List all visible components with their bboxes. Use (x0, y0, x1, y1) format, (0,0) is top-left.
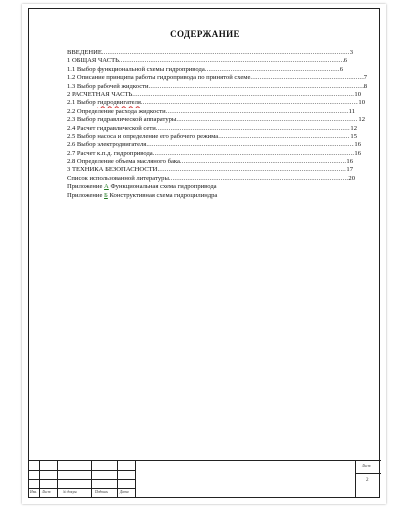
toc-entry-label: 2.2 Определение расхода жидкости (67, 107, 166, 115)
toc-entry-page: 16 (346, 158, 353, 166)
toc-entry-2-7 (67, 150, 361, 158)
toc-entry-section-1 (67, 57, 347, 65)
stamp-divider (355, 461, 356, 497)
toc-entry-label-prefix: 2.1 Выбор (67, 99, 98, 107)
toc-leader-dots (141, 99, 358, 107)
toc-entry-label (67, 99, 141, 107)
toc-leader-dots (180, 158, 347, 166)
toc-entry-page: 20 (348, 174, 355, 182)
toc-entry-page: 10 (358, 99, 365, 107)
toc-entry-2-4 (67, 125, 357, 133)
toc-entry-label: 2.8 Определение объема масляного бака (67, 158, 180, 166)
stamp-sheet-label: Лист (362, 464, 371, 468)
stamp-col-label-date: Дата (120, 490, 129, 494)
toc-entry-page: 12 (350, 124, 357, 132)
toc-entry-page: 15 (350, 132, 357, 140)
toc-entry-1-2 (67, 74, 367, 82)
toc-entry-label: Список использованной литературы (67, 174, 169, 182)
stamp-row-line (29, 470, 135, 471)
toc-entry-2-2 (67, 108, 355, 116)
toc-entry-section-3 (67, 166, 353, 174)
toc-entry-page: 8 (363, 82, 367, 90)
stamp-row-line (355, 473, 381, 474)
toc-entry-appendix-b (67, 192, 371, 200)
toc-leader-dots (166, 108, 349, 116)
toc-entry-label: 1.3 Выбор рабочей жидкости (67, 82, 149, 90)
toc-entry-label: 1.2 Описание принципа работы гидропривода по принятой схеме (67, 74, 251, 82)
toc-entry-page: 16 (354, 141, 361, 149)
appendix-letter: А (104, 183, 109, 191)
appendix-letter: Б (104, 191, 108, 199)
toc-entry-label: ВВЕДЕНИЕ (67, 49, 102, 56)
toc-leader-dots (153, 150, 355, 158)
stamp-col-label-signature: Подпись (95, 490, 108, 494)
toc-entry-label: 1.1 Выбор функциональной схемы гидропривода (67, 65, 205, 73)
toc-leader-dots (149, 83, 364, 91)
table-of-contents (67, 49, 371, 200)
toc-leader-dots (156, 125, 351, 133)
toc-entry-introduction (67, 49, 353, 57)
toc-entry-references (67, 175, 355, 183)
toc-leader-dots (218, 133, 350, 141)
toc-entry-page: 17 (346, 166, 353, 174)
toc-leader-dots (250, 74, 363, 82)
stamp-sheet-number: 2 (366, 478, 369, 483)
toc-entry-page: 16 (354, 149, 361, 157)
drawing-frame (28, 8, 380, 498)
toc-entry-2-6 (67, 141, 361, 149)
toc-entry-section-2 (67, 91, 361, 99)
toc-leader-dots (119, 57, 344, 65)
toc-entry-2-5 (67, 133, 357, 141)
toc-entry-page: 11 (348, 107, 355, 115)
stamp-row-line (29, 479, 135, 480)
toc-leader-dots (176, 116, 358, 124)
toc-entry-2-1 (67, 99, 365, 107)
toc-leader-dots (146, 141, 354, 149)
toc-entry-label: 3 ТЕХНИКА БЕЗОПАСНОСТИ (67, 166, 158, 174)
toc-leader-dots (205, 66, 340, 74)
spellcheck-flagged-word: гидродвигателя (97, 99, 141, 107)
toc-entry-1-3 (67, 83, 367, 91)
page-title: СОДЕРЖАНИЕ (170, 29, 240, 39)
toc-entry-page: 7 (363, 74, 367, 82)
appendix-prefix: Приложение (67, 191, 105, 199)
stamp-divider (135, 461, 136, 497)
toc-entry-label: 2.5 Выбор насоса и определение его рабочего режима (67, 132, 219, 140)
toc-leader-dots (132, 91, 354, 99)
toc-entry-2-8 (67, 158, 353, 166)
stamp-row-line (29, 488, 135, 489)
toc-entry-page: 3 (349, 49, 353, 56)
stamp-col-label-sheet: Лист (42, 490, 51, 494)
toc-entry-page: 12 (358, 116, 365, 124)
toc-entry-page: 10 (354, 90, 361, 98)
toc-leader-dots (169, 175, 349, 183)
toc-entry-label: 1 ОБЩАЯ ЧАСТЬ (67, 57, 119, 65)
toc-entry-label: 2.3 Выбор гидравлической аппаратуры (67, 116, 177, 124)
toc-entry-page: 6 (343, 57, 347, 65)
toc-leader-dots (157, 166, 346, 174)
toc-entry-1-1 (67, 66, 343, 74)
toc-entry-appendix-a (67, 183, 371, 191)
toc-entry-label: 2.6 Выбор электродвигателя (67, 141, 147, 149)
toc-entry-label: 2.7 Расчет к.п.д. гидропривода (67, 149, 153, 157)
appendix-prefix: Приложение (67, 183, 105, 191)
stamp-col-label-doc-number: № докум. (63, 490, 78, 494)
toc-entry-page: 6 (339, 65, 343, 73)
toc-entry-label: 2.4 Расчет гидравлической сети (67, 124, 156, 132)
appendix-title: Функциональная схема гидропривода (108, 183, 217, 191)
toc-entry-label: 2 РАСЧЕТНАЯ ЧАСТЬ (67, 90, 133, 98)
title-block-stamp (29, 460, 381, 497)
toc-leader-dots (102, 49, 350, 57)
appendix-title: Конструктивная схема гидроцилиндра (107, 191, 218, 199)
stamp-col-label-change: Изм. (30, 490, 38, 494)
toc-entry-2-3 (67, 116, 365, 124)
